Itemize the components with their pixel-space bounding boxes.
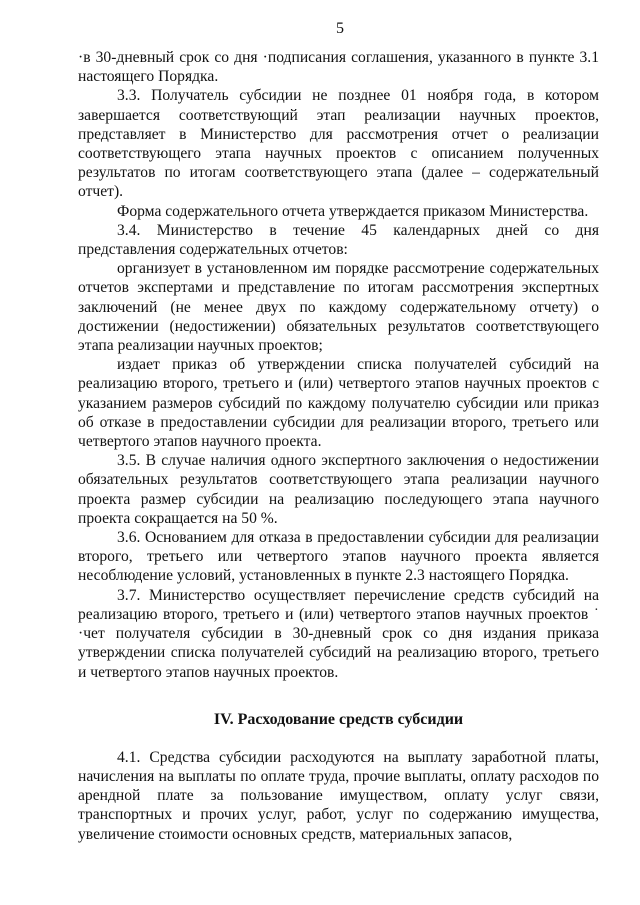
- paragraph-3-5: 3.5. В случае наличия одного экспертного заключения о недостижении обязательных результатов соответствующего этапа реализации научного проекта размер субсидии на реализацию последующего этапа научного проекта сокращается на 50 %.: [78, 452, 599, 527]
- paragraph-3-7: 3.7. Министерство осуществляет перечисление средств субсидий на реализацию второго, третьего и (или) четвертого этапов научных проектов ˙ ·чет получателя субсидии в 30-дневный срок со дня издания приказа утверждении списка получателей субсидий на реализацию второго, третьего и четвертого этапов научных проектов.: [78, 586, 599, 681]
- paragraph-3-6: 3.6. Основанием для отказа в предоставлении субсидии для реализации второго, третьего или четвертого этапов научного проекта является несоблюдение условий, установленных в пункте 2.3 настоящего Порядка.: [78, 529, 599, 585]
- paragraph-report-form: Форма содержательного отчета утверждается приказом Министерства.: [117, 202, 589, 220]
- paragraph-organizes-review: организует в установленном им порядке рассмотрение содержательных отчетов экспертами и представление по итогам рассмотрения экспертных заключений (не менее двух по каждому содержательному отчету) о достижении (недостижении) обязательных результатов соответствующего этапа реализации научных проектов;: [78, 260, 599, 355]
- paragraph-issues-order: издает приказ об утверждении списка получателей субсидий на реализацию второго, третьего и (или) четвертого этапов научных проектов с указанием размеров субсидий по каждому получателю субсидии или приказ об отказе в предоставлении субсидии для реализации второго, третьего или четвертого этапов научного проекта.: [78, 356, 599, 451]
- paragraph-3-4: 3.4. Министерство в течение 45 календарных дней со дня представления содержательных отчетов:: [78, 221, 599, 259]
- document-body: [78, 48, 599, 844]
- section-heading: IV. Расходование средств субсидии: [213, 710, 464, 728]
- page-number: 5: [336, 20, 344, 37]
- paragraph-continuation: ·в 30-дневный срок со дня ·подписания соглашения, указанного в пункте 3.1 настоящего Порядка.: [78, 49, 599, 86]
- paragraph-3-3: 3.3. Получатель субсидии не позднее 01 ноября года, в котором завершается соответствующий этап реализации научных проектов, представляет в Министерство для рассмотрения отчет о реализации соответствующего этапа научных проектов с описанием полученных результатов по итогам соответствующего этапа (далее – содержательный отчет).: [78, 87, 599, 201]
- paragraph-4-1: 4.1. Средства субсидии расходуются на выплату заработной платы, начисления на выплаты по оплате труда, прочие выплаты, оплату расходов по арендной плате за пользование имуществом, оплату услуг связи, транспортных и прочих услуг, работ, услуг по содержанию имущества, увеличение стоимости основных средств, материальных запасов,: [78, 748, 599, 843]
